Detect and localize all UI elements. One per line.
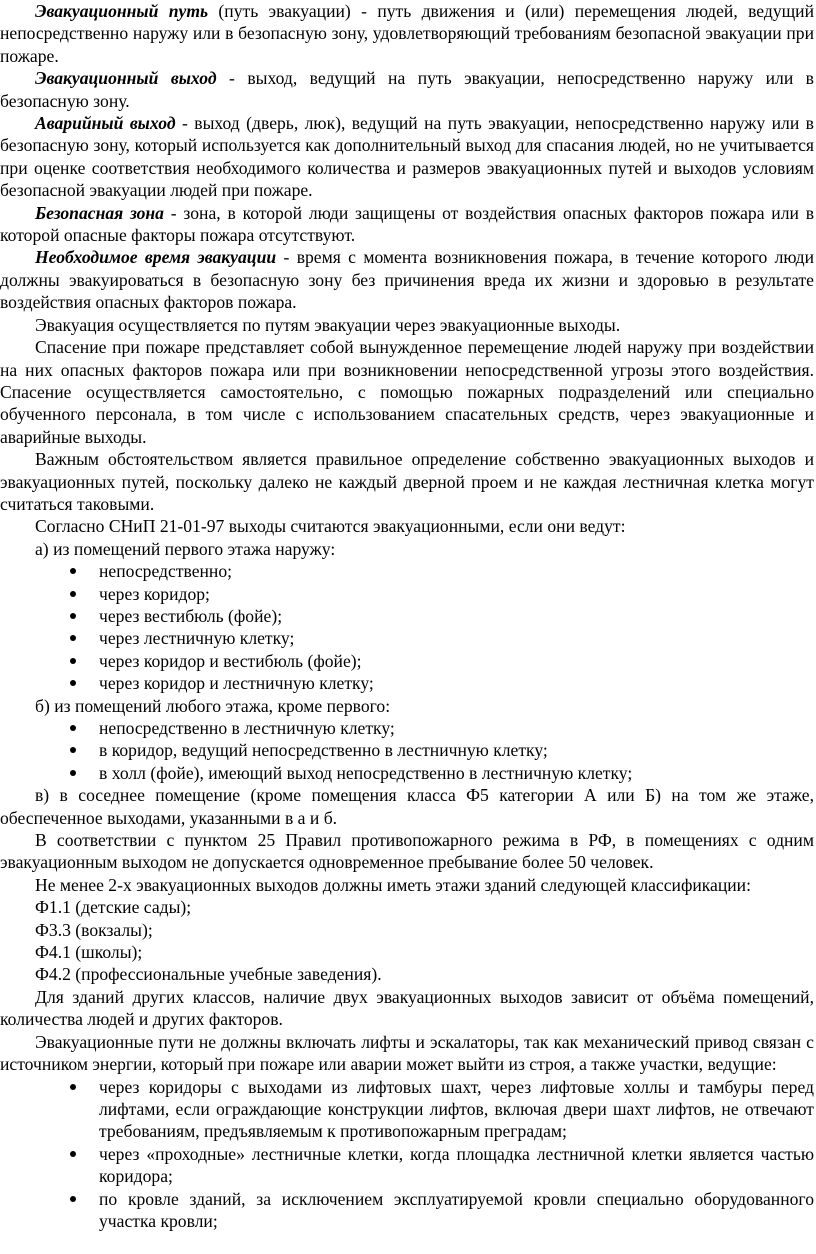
paragraph-rules: В соответствии с пунктом 25 Правил противопожарного режима в РФ, в помещениях с одним эвакуационным выходом не допускается одновременное пребывание более 50 человек. bbox=[0, 830, 814, 873]
definition-evacuation-exit bbox=[0, 67, 814, 112]
paragraph-two-exits: Не менее 2-х эвакуационных выходов должны иметь этажи зданий следующей классификации: bbox=[35, 874, 751, 895]
definition-evacuation-time bbox=[0, 246, 814, 313]
list-item-text: через коридор и вестибюль (фойе); bbox=[99, 650, 362, 671]
definition-term: Безопасная зона bbox=[35, 202, 164, 223]
paragraph-paths: Эвакуационные пути не должны включать лифты и эскалаторы, так как механический привод связан с источником энергии, который при пожаре или аварии может выйти из строя, а также участки, ведущие: bbox=[0, 1031, 814, 1075]
list-item-text: через коридоры с выходами из лифтовых шахт, через лифтовые холлы и тамбуры перед лифтами, если ограждающие конструкции лифтов, включая двери шахт лифтов, не отвечают требованиям, предъявляемым к противопожарным преградам; bbox=[99, 1076, 814, 1142]
bullet-icon bbox=[70, 1196, 76, 1202]
list-item bbox=[0, 739, 814, 761]
paragraph-important: Важным обстоятельством является правильное определение собственно эвакуационных выходов и эвакуационных путей, поскольку далеко не каждый дверной проем и не каждая лестничная клетка могут считаться таковыми. bbox=[0, 449, 814, 514]
bullet-icon bbox=[70, 725, 76, 731]
list-item bbox=[0, 627, 814, 649]
list-item-text: в холл (фойе), имеющий выход непосредственно в лестничную клетку; bbox=[99, 762, 633, 783]
definition-term: Эвакуационный путь bbox=[35, 1, 209, 21]
list-item bbox=[0, 762, 814, 784]
bullet-icon bbox=[70, 568, 76, 574]
list-item bbox=[0, 717, 814, 739]
list-item-text: через «проходные» лестничные клетки, когда площадка лестничной клетки является частью коридора; bbox=[99, 1143, 814, 1187]
group-a-list bbox=[0, 560, 814, 694]
list-item-text: через лестничную клетку; bbox=[99, 628, 295, 649]
bullet-icon bbox=[70, 770, 76, 776]
group-b-list bbox=[0, 717, 814, 784]
definition-emergency-exit bbox=[0, 112, 814, 202]
definition-term: Необходимое время эвакуации bbox=[35, 247, 277, 268]
paragraph-rescue: Спасение при пожаре представляет собой вынужденное перемещение людей наружу при воздействии на них опасных факторов пожара или при возникновении непосредственной угрозы этого воздействия. Спасение осуществляется самостоятельно, с помощью пожарных подразделений или специально обученного персонала, в том числе с использованием спасательных средств, через эвакуационные и аварийные выходы. bbox=[0, 337, 814, 447]
paragraph-other-classes: Для зданий других классов, наличие двух эвакуационных выходов зависит от объёма помещений, количества людей и других факторов. bbox=[0, 986, 814, 1030]
list-item-text: в коридор, ведущий непосредственно в лестничную клетку; bbox=[99, 740, 548, 761]
list-item-text: через коридор; bbox=[99, 583, 210, 604]
list-item bbox=[0, 1076, 814, 1143]
definition-text: - выход, ведущий на путь эвакуации, непосредственно наружу или в безопасную зону. bbox=[0, 68, 814, 111]
list-item-text: непосредственно в лестничную клетку; bbox=[99, 718, 395, 738]
paragraph-snip: Согласно СНиП 21-01-97 выходы считаются эвакуационными, если они ведут: bbox=[35, 516, 626, 537]
list-item-text: непосредственно; bbox=[99, 561, 233, 582]
bullet-icon bbox=[70, 613, 76, 619]
bullet-icon bbox=[70, 1084, 76, 1090]
list-item-text: через коридор и лестничную клетку; bbox=[99, 673, 374, 694]
class-item: Ф4.1 (школы); bbox=[35, 942, 143, 963]
class-item: Ф4.2 (профессиональные учебные заведения). bbox=[35, 964, 382, 985]
group-c-text: в) в соседнее помещение (кроме помещения класса Ф5 категории А или Б) на том же этаже, обеспеченное выходами, указанными в а и б. bbox=[0, 785, 814, 828]
list-item-text: по кровле зданий, за исключением эксплуатируемой кровли специально оборудованного участка кровли; bbox=[99, 1188, 814, 1231]
list-item bbox=[0, 1143, 814, 1188]
list-item bbox=[0, 672, 814, 694]
bullet-icon bbox=[70, 1151, 76, 1157]
group-b-label: б) из помещений любого этажа, кроме первого: bbox=[35, 695, 391, 716]
list-item-text: через вестибюль (фойе); bbox=[99, 605, 283, 626]
list-item bbox=[0, 583, 814, 605]
definition-text: - время с момента возникновения пожара, в течение которого люди должны эвакуироваться в безопасную зону без причинения вреда их жизни и здоровью в результате воздействия опасных факторов пожара. bbox=[0, 247, 814, 313]
class-item: Ф1.1 (детские сады); bbox=[35, 897, 192, 918]
list-item bbox=[0, 560, 814, 582]
list-item bbox=[0, 1188, 814, 1233]
definition-text: - зона, в которой люди защищены от воздействия опасных факторов пожара или в которой опасные факторы пожара отсутствуют. bbox=[0, 202, 815, 246]
definition-term: Эвакуационный выход bbox=[35, 68, 217, 89]
bullet-icon bbox=[70, 658, 76, 664]
group-a-label: а) из помещений первого этажа наружу: bbox=[35, 538, 336, 559]
definition-text: - выход (дверь, люк), ведущий на путь эвакуации, непосредственно наружу или в безопасную зону, который используется как дополнительный выход для спасания людей, но не учитывается при оценке соответствия необходимого количества и размеров эвакуационных путей и выходов условиям безопасной эвакуации людей при пожаре. bbox=[0, 113, 814, 201]
bullet-icon bbox=[70, 680, 76, 686]
class-item: Ф3.3 (вокзалы); bbox=[35, 919, 153, 940]
bullet-icon bbox=[70, 591, 76, 597]
bullet-icon bbox=[70, 747, 76, 753]
paths-list bbox=[0, 1076, 814, 1233]
definition-term: Аварийный выход bbox=[35, 113, 176, 134]
definition-text: (путь эвакуации) - путь движения и (или) перемещения людей, ведущий непосредственно наружу или в безопасную зону, удовлетворяющий требованиям безопасной эвакуации при пожаре. bbox=[0, 1, 814, 66]
list-item bbox=[0, 605, 814, 627]
bullet-icon bbox=[70, 635, 76, 641]
definition-safe-zone bbox=[0, 202, 814, 247]
paragraph-evacuation: Эвакуация осуществляется по путям эвакуации через эвакуационные выходы. bbox=[35, 314, 621, 335]
list-item bbox=[0, 650, 814, 672]
definition-evacuation-path bbox=[0, 0, 814, 67]
